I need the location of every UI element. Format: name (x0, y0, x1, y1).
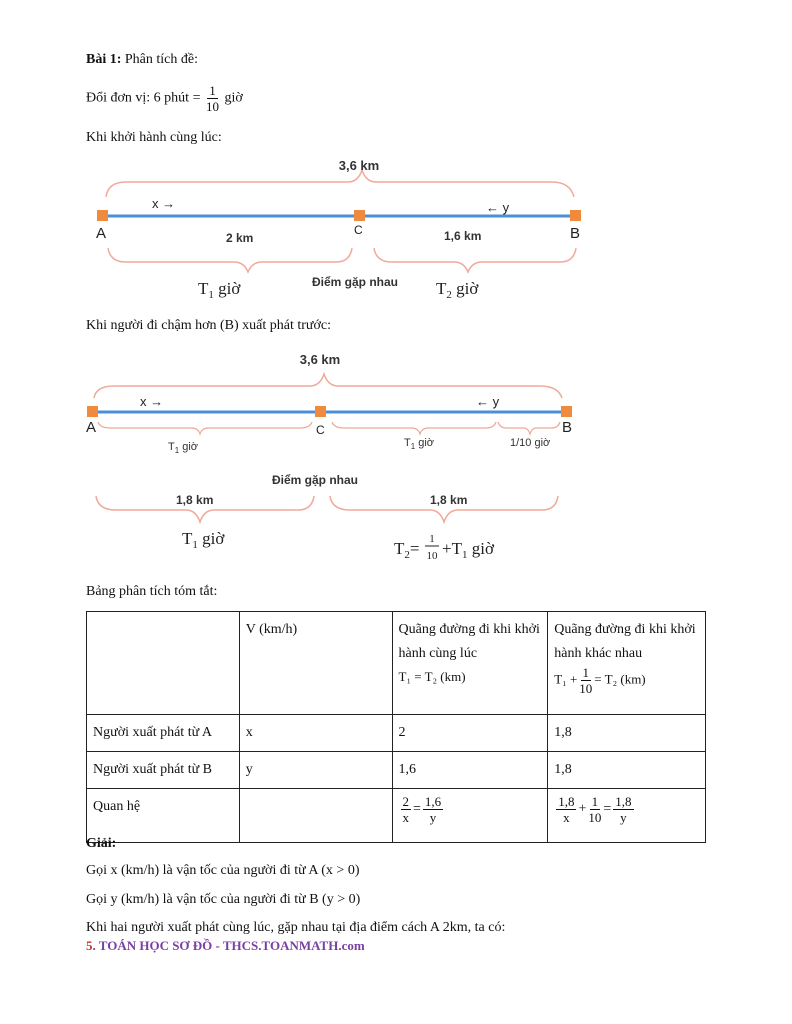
distance-ac: 2 km (226, 231, 254, 245)
point-b: B (562, 419, 573, 436)
summary-table (86, 611, 706, 843)
row-diff: 1,8 (548, 751, 706, 788)
right-time-formula (394, 533, 495, 562)
row-label: Người xuất phát từ A (87, 715, 240, 752)
row-velocity: y (239, 751, 392, 788)
page-footer (86, 938, 365, 954)
row-same: 1,6 (392, 751, 548, 788)
table-row (87, 751, 706, 788)
relation-row (87, 788, 706, 842)
diagram-same-start (86, 152, 706, 302)
relation-diff: $\frac{1,8}{x}$ + $\frac{1}{10}$ = $\frac{1,8}{y}$ (548, 788, 706, 842)
time-t2: $T_2$ giờ (436, 279, 479, 301)
time-t1-left: $T_1$ giờ (168, 441, 199, 455)
time-t1-mid: $T_1$ giờ (404, 437, 435, 451)
marker-c (315, 406, 326, 417)
brace-c-mid (332, 422, 496, 434)
arrow-y: ← y (476, 394, 500, 409)
header-diff-start: Quãng đường đi khi khởi hành khác nhau T₁ + $\frac{1}{10}$ = T₂ (km) (548, 612, 706, 715)
header-empty (87, 612, 240, 715)
table-label: Bảng phân tích tóm tắt: (86, 584, 218, 599)
solution-line-3: Khi hai người xuất phát cùng lúc, gặp nhau tại địa điểm cách A 2km, ta có: (86, 920, 506, 935)
footer-text: . TOÁN HỌC SƠ ĐỒ - THCS.TOANMATH.com (92, 938, 365, 953)
point-b: B (570, 225, 581, 242)
diagram-same-start-svg (86, 152, 706, 302)
distance-cb: 1,6 km (444, 229, 482, 243)
table-row (87, 715, 706, 752)
arrow-x: x → (140, 394, 164, 409)
row-label: Người xuất phát từ B (87, 751, 240, 788)
meeting-point-label: Điểm gặp nhau (312, 275, 399, 289)
relation-same: $\frac{2}{x}$ = $\frac{1,6}{y}$ (392, 788, 548, 842)
unit-conversion (86, 84, 243, 113)
exercise-title (86, 52, 198, 68)
relation-velocity-empty (239, 788, 392, 842)
svg-text:10: 10 (426, 550, 438, 562)
case1-label: Khi khởi hành cùng lúc: (86, 130, 222, 145)
solution-line-1: Gọi x (km/h) là vận tốc của người đi từ A (x > 0) (86, 863, 360, 878)
meeting-point-label: Điểm gặp nhau (272, 473, 359, 487)
svg-text:+T1 giờ: $+T_1$ giờ (442, 539, 494, 561)
row-velocity: x (239, 715, 392, 752)
point-c: C (316, 423, 325, 437)
brace-cb (374, 248, 576, 272)
marker-b (561, 406, 572, 417)
left-distance: 1,8 km (176, 493, 214, 507)
time-t1: $T_1$ giờ (198, 279, 241, 301)
point-c: C (354, 223, 363, 237)
relation-label: Quan hệ (87, 788, 240, 842)
marker-a (97, 210, 108, 221)
exercise-number: Bài 1: (86, 52, 122, 67)
point-a: A (86, 419, 97, 436)
brace-a-c (98, 422, 312, 434)
row-same: 2 (392, 715, 548, 752)
marker-b (570, 210, 581, 221)
brace-tenth (498, 422, 560, 434)
conversion-fraction: $\frac{1}{10}$ (205, 83, 219, 114)
conversion-prefix: Đổi đơn vị: 6 phút = (86, 90, 204, 106)
svg-text:1: 1 (429, 533, 435, 545)
total-brace (106, 170, 574, 197)
total-distance: 3,6 km (299, 352, 341, 367)
arrow-x: x → (152, 196, 176, 211)
conversion-suffix: giờ (220, 90, 243, 106)
arrow-y: ← y (486, 200, 510, 215)
tenth-hour: 1/10 giờ (510, 437, 551, 449)
solution-heading: Giải: (86, 836, 117, 851)
solution-line-2: Gọi y (km/h) là vận tốc của người đi từ B (y > 0) (86, 892, 361, 907)
diagram-different-start-svg (86, 346, 706, 566)
brace-ac (108, 248, 352, 272)
row-diff: 1,8 (548, 715, 706, 752)
marker-a (87, 406, 98, 417)
header-velocity: V (km/h) (239, 612, 392, 715)
marker-c (354, 210, 365, 221)
exercise-title-text: Phân tích đề: (121, 52, 198, 67)
total-distance: 3,6 km (338, 158, 380, 173)
header-same-start: Quãng đường đi khi khởi hành cùng lúc T₁ = T₂ (km) (392, 612, 548, 715)
right-distance: 1,8 km (430, 493, 468, 507)
svg-text:T2=: $T_2=$ (394, 539, 420, 561)
table-header-row (87, 612, 706, 715)
point-a: A (96, 225, 107, 242)
diagram-different-start (86, 346, 706, 566)
left-time: $T_1$ giờ (182, 529, 225, 551)
case2-label: Khi người đi chậm hơn (B) xuất phát trước: (86, 318, 332, 333)
page-number: 5 (86, 938, 93, 953)
